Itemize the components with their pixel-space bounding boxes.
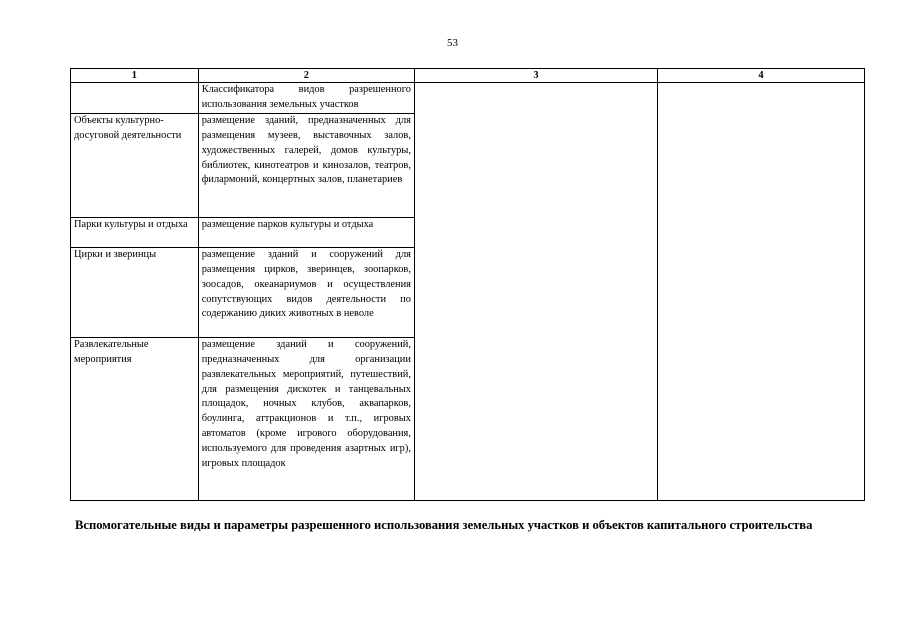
header-col-4: 4: [657, 69, 864, 83]
classifier-note-text: Классификатора видов разрешенного использования земельных участков: [201, 84, 411, 110]
table-cell-use-description: [198, 247, 414, 337]
table-cell-use-name: [71, 247, 199, 337]
table-row-continuation: [71, 83, 865, 114]
land-use-table: [70, 68, 865, 501]
use-description-circus: размещение зданий и сооружений для размещения цирков, зверинцев, зоопарков, зоосадов, океанариумов и осуществления сопутствующих видов деятельности по содержанию диких животных в неволе: [201, 248, 411, 320]
page-number: 53: [447, 37, 458, 49]
table-cell-use-name: [71, 337, 199, 500]
header-col-1: 1: [71, 69, 199, 83]
use-name-cultural: Объекты культурно-досуговой деятельности: [74, 114, 182, 141]
use-name-entertainment: Развлекательные мероприятия: [74, 338, 149, 365]
use-name-circus: Цирки и зверинцы: [74, 248, 157, 260]
table-cell-use-name: [71, 217, 199, 247]
header-col-2: 2: [198, 69, 414, 83]
table-cell-classifier-note: [198, 83, 414, 114]
table-header-row: [71, 69, 865, 83]
table-cell-col3-empty: [414, 83, 657, 501]
table-cell-use-name: [71, 113, 199, 217]
table-cell-use-description: [198, 337, 414, 500]
table-cell-empty: [71, 83, 199, 114]
use-description-cultural: размещение зданий, предназначенных для размещения музеев, выставочных залов, художественных галерей, домов культуры, библиотек, кинотеатров и кинозалов, театров, филармоний, концертных залов, планетариев: [201, 114, 411, 186]
use-description-entertainment: размещение зданий и сооружений, предназначенных для организации развлекательных мероприятий, путешествий, для размещения дискотек и танцевальных площадок, ночных клубов, аквапарков, боулинга, аттракционов и т.п., игровых автоматов (кроме игрового оборудования, используемого для проведения азартных игр), игровых площадок: [201, 338, 411, 470]
table-cell-col4-empty: [657, 83, 864, 501]
header-col-3: 3: [414, 69, 657, 83]
table-cell-use-description: [198, 217, 414, 247]
use-name-parks: Парки культуры и отдыха: [74, 218, 188, 230]
use-description-parks: размещение парков культуры и отдыха: [201, 218, 374, 230]
table-cell-use-description: [198, 113, 414, 217]
section-heading: Вспомогательные виды и параметры разрешенного использования земельных участков и объектов капитального строительства: [75, 518, 813, 532]
